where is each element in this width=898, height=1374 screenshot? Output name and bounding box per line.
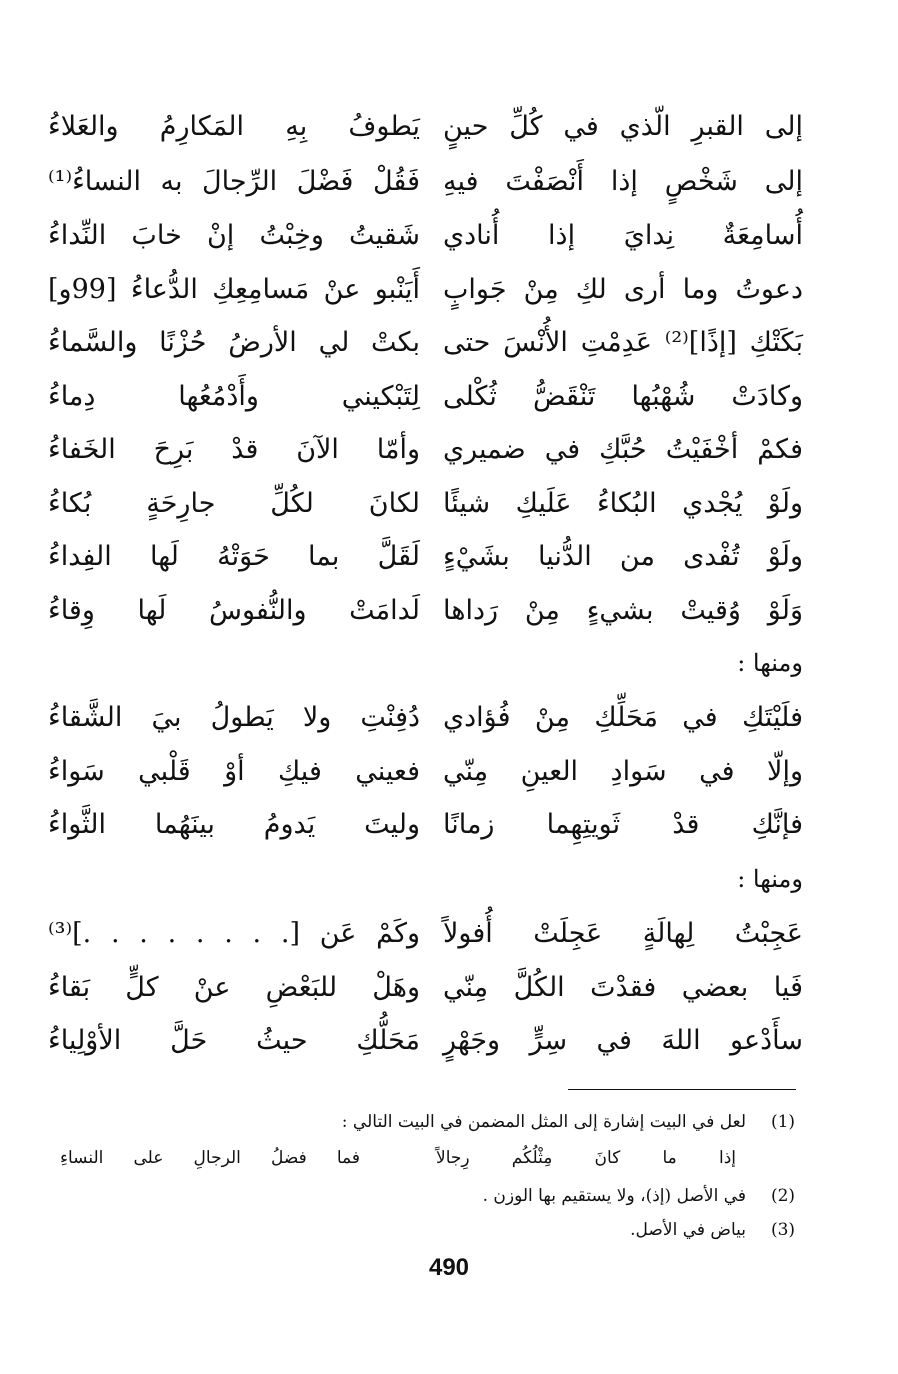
footnote-text: بياض في الأصل. [630, 1220, 746, 1240]
first-hemistich: عَجِبْتُ لِهالَةٍ عَجِلَتْ أُفولاً [443, 918, 803, 949]
second-hemistich: بكتْ لي الأرضُ حُزْنًا والسَّماءُ [48, 327, 420, 358]
first-hemistich: وَلَوْ وُقيتْ بشيءٍ مِنْ رَداها [443, 595, 803, 626]
second-hemistich: لِتَبْكيني وأَدْمُعُها دِماءُ [48, 381, 420, 412]
second-hemistich: يَطوفُ بِهِ المَكارِمُ والعَلاءُ [48, 111, 420, 142]
verse-line [0, 430, 898, 470]
second-hemistich: لَدامَتْ والنُّفوسُ لَها وِقاءُ [48, 595, 420, 626]
second-hemistich: وليتَ يَدومُ بينَهُما الثَّواءُ [48, 809, 420, 840]
first-hemistich: فإنَّكِ قدْ ثَويتِهِما زمانًا [443, 809, 803, 840]
first-hemistich: إلى شَخْصٍ إذا أَنْصَفْتَ فيهِ [443, 166, 803, 197]
verse-line [0, 537, 898, 577]
footnote-number: (3) [770, 1220, 796, 1240]
first-hemistich: ولَوْ يُجْدي البُكاءُ عَلَيكِ شيئًا [443, 488, 803, 519]
footnote [60, 1181, 798, 1211]
second-hemistich: لَقَلَّ بما حَوَتْهُ لَها الفِداءُ [48, 541, 420, 572]
second-hemistich: فعيني فيكِ أوْ قَلْبي سَواءُ [48, 756, 420, 787]
footnote-number: (1) [770, 1112, 796, 1132]
page-number: 490 [428, 1254, 470, 1281]
second-hemistich: دُفِنْتِ ولا يَطولُ بيَ الشَّقاءُ [48, 702, 420, 733]
verse-line [0, 698, 898, 738]
verse-line [0, 968, 898, 1008]
first-hemistich: فلَيْتَكِ في مَحَلِّكِ مِنْ فُؤادي [443, 702, 803, 733]
first-hemistich: ولَوْ تُفْدى من الدُّنيا بشَيْءٍ [443, 541, 803, 572]
verse-line [0, 162, 898, 202]
first-hemistich: أُسامِعَةٌ نِدايَ إذا أُنادي [443, 220, 803, 251]
second-hemistich: وأمّا الآنَ قدْ بَرِحَ الخَفاءُ [48, 434, 420, 465]
second-hemistich: وكَمْ عَن [. . . . . . . .]⁽³⁾ [48, 918, 420, 949]
footnote-verse-second: فما فضلُ الرجالِ على النساءِ [60, 1148, 360, 1168]
section-label: ومنها : [737, 865, 803, 893]
second-hemistich: فَقُلْ فَضْلَ الرِّجالَ به النساءُ⁽¹⁾ [48, 166, 420, 197]
footnote-number: (2) [770, 1186, 796, 1206]
first-hemistich: وإلّا في سَوادِ العينِ مِنّي [443, 756, 803, 787]
first-hemistich: إلى القبرِ الّذي في كُلِّ حينٍ [443, 111, 803, 142]
first-hemistich: دعوتُ وما أرى لكِ مِنْ جَوابٍ [443, 274, 803, 305]
second-hemistich: لكانَ لكُلِّ جارِحَةٍ بُكاءُ [48, 488, 420, 519]
verse-line [0, 484, 898, 524]
footnote-verse-first: إذا ما كانَ مِثْلُكُم رِجالاً [436, 1148, 736, 1168]
footnote [60, 1215, 798, 1245]
verse-line [0, 914, 898, 954]
footnote-verse [60, 1143, 736, 1173]
verse-line [0, 1021, 898, 1061]
section-label: ومنها : [737, 649, 803, 677]
footnote-text: في الأصل (إذ)، ولا يستقيم بها الوزن . [482, 1186, 746, 1206]
second-hemistich: أَيَنْبو عنْ مَسامِعِكِ الدُّعاءُ [99و] [48, 274, 420, 305]
first-hemistich: سأَدْعو اللهَ في سِرٍّ وجَهْرٍ [443, 1025, 803, 1056]
second-hemistich: وهَلْ للبَعْضِ عنْ كلٍّ بَقاءُ [48, 972, 420, 1003]
second-hemistich: شَقيتُ وخِبْتُ إنْ خابَ النِّداءُ [48, 220, 420, 251]
verse-line [0, 752, 898, 792]
first-hemistich: وكادَتْ شُهْبُها تَنْقَضُّ ثُكْلى [443, 381, 803, 412]
verse-line [0, 270, 898, 310]
verse-line [0, 377, 898, 417]
verse-line [0, 323, 898, 363]
first-hemistich: فَيا بعضي فقدْتَ الكُلَّ مِنّي [443, 972, 803, 1003]
footnote-divider [568, 1089, 796, 1090]
verse-line [0, 107, 898, 147]
first-hemistich: بَكَتْكِ [إذًا]⁽²⁾ عَدِمْتِ الأُنْسَ حتى [443, 327, 803, 358]
verse-line [0, 805, 898, 845]
verse-line [0, 591, 898, 631]
second-hemistich: مَحَلُّكِ حيثُ حَلَّ الأوْلِياءُ [48, 1025, 420, 1056]
footnote [60, 1107, 798, 1137]
first-hemistich: فكمْ أخْفَيْتُ حُبَّكِ في ضميري [443, 434, 803, 465]
verse-line [0, 216, 898, 256]
footnote-text: لعل في البيت إشارة إلى المثل المضمن في البيت التالي : [341, 1112, 746, 1132]
